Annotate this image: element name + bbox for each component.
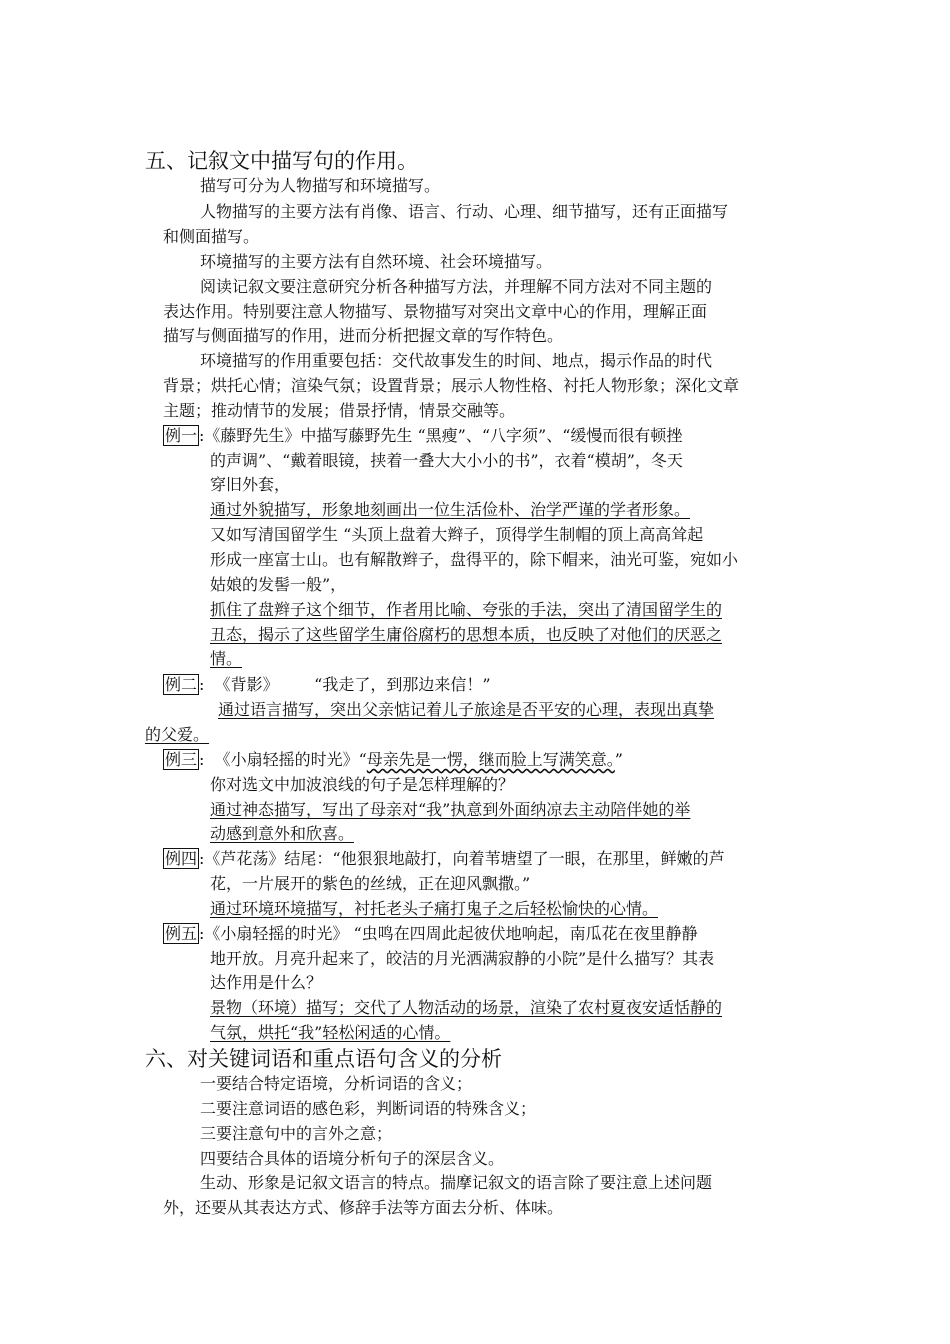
example-text: : 《小扇轻摇的时光》“ (199, 750, 367, 769)
paragraph: 描写与侧面描写的作用，进而分析把握文章的写作特色。 (163, 326, 564, 345)
answer-text: 气氛，烘托“我”轻松闲适的心情。 (210, 1023, 451, 1042)
example-label: 例五 (165, 924, 198, 943)
example-text: :《芦花荡》结尾：“他狠狠地敲打，向着苇塘望了一眼，在那里，鲜嫩的芦 (199, 849, 725, 868)
example-text: 花，一片展开的紫色的丝绒，正在迎风飘撒。” (210, 874, 531, 893)
answer-text: 通过外貌描写，形象地刻画出一位生活俭朴、治学严谨的学者形象。 (210, 500, 691, 519)
paragraph: 描写可分为人物描写和环境描写。 (200, 176, 441, 195)
example-four (163, 848, 725, 870)
paragraph: 生动、形象是记叙文语言的特点。揣摩记叙文的语言除了要注意上述问题 (200, 1173, 713, 1192)
list-item: 四要结合具体的语境分析句子的深层含义。 (200, 1149, 505, 1168)
example-text: 的声调”、“戴着眼镜，挟着一叠大大小小的书”，衣着“模胡”，冬天 (210, 451, 683, 470)
list-item: 三要注意句中的言外之意； (200, 1124, 393, 1143)
question-text: 你对选文中加波浪线的句子是怎样理解的？ (210, 775, 515, 794)
paragraph: 表达作用。特别要注意人物描写、景物描写对突出文章中心的作用，理解正面 (163, 302, 708, 321)
answer-text: 情。 (210, 649, 243, 668)
answer-text: 动感到意外和欣喜。 (210, 824, 355, 843)
paragraph: 主题；推动情节的发展；借景抒情，情景交融等。 (163, 401, 516, 420)
list-item: 二要注意词语的感色彩，判断词语的特殊含义； (200, 1099, 537, 1118)
example-text: 姑娘的发髻一般”， (210, 575, 347, 594)
example-text: 穿旧外套， (210, 475, 291, 494)
section-heading-five: 五、记叙文中描写句的作用。 (145, 149, 418, 173)
wavy-sentence: 母亲先是一愣，继而脸上写满笑意。 (366, 750, 615, 769)
example-label: 例四 (165, 849, 198, 868)
answer-text: 丑态，揭示了这些留学生庸俗腐朽的思想本质，也反映了对他们的厌恶之 (210, 625, 723, 644)
example-text: 又如写清国留学生 “头顶上盘着大辫子，顶得学生制帽的顶上高高耸起 (210, 525, 704, 544)
example-label: 例二 (165, 675, 198, 694)
answer-text: 通过环境环境描写，衬托老头子痛打鬼子之后轻松愉快的心情。 (210, 899, 659, 918)
example-one (163, 425, 682, 447)
paragraph: 环境描写的主要方法有自然环境、社会环境描写。 (200, 252, 553, 271)
paragraph: 外，还要从其表达方式、修辞手法等方面去分析、体味。 (163, 1198, 564, 1217)
example-text: 地开放。月亮升起来了，皎洁的月光洒满寂静的小院”是什么描写？其表 (210, 949, 715, 968)
example-text: :《小扇轻摇的时光》 “虫鸣在四周此起彼伏地响起，南瓜花在夜里静静 (199, 924, 698, 943)
example-label: 例一 (165, 426, 198, 445)
example-text: :《藤野先生》中描写藤野先生 “黑瘦”、“八字须”、“缓慢而很有顿挫 (199, 426, 683, 445)
example-text: 形成一座富士山。也有解散辫子，盘得平的，除下帽来，油光可鉴，宛如小 (210, 550, 739, 569)
example-three (163, 749, 623, 771)
paragraph: 环境描写的作用重要包括：交代故事发生的时间、地点，揭示作品的时代 (200, 351, 713, 370)
example-two (163, 674, 491, 696)
example-text: 达作用是什么？ (210, 973, 323, 992)
paragraph: 和侧面描写。 (163, 227, 260, 246)
list-item: 一要结合特定语境，分析词语的含义； (200, 1074, 473, 1093)
paragraph: 阅读记叙文要注意研究分析各种描写方法，并理解不同方法对不同主题的 (200, 277, 713, 296)
paragraph: 背景；烘托心情；渲染气氛；设置背景；展示人物性格、衬托人物形象；深化文章 (163, 376, 740, 395)
section-heading-six: 六、对关键词语和重点语句含义的分析 (145, 1047, 502, 1071)
answer-text: 抓住了盘辫子这个细节，作者用比喻、夸张的手法，突出了清国留学生的 (210, 600, 723, 619)
answer-text: 通过语言描写，突出父亲惦记着儿子旅途是否平安的心理，表现出真挚 (218, 700, 715, 719)
example-label: 例三 (165, 750, 198, 769)
example-five (163, 923, 698, 945)
answer-text: 景物（环境）描写；交代了人物活动的场景，渲染了农村夏夜安适恬静的 (210, 998, 723, 1017)
answer-text: 通过神态描写，写出了母亲对“我”执意到外面纳凉去主动陪伴她的举 (210, 800, 691, 819)
paragraph: 人物描写的主要方法有肖像、语言、行动、心理、细节描写，还有正面描写 (200, 202, 729, 221)
example-text: : 《背影》 “我走了，到那边来信！” (199, 675, 491, 694)
example-text: ” (614, 750, 623, 769)
answer-text: 的父爱。 (145, 725, 210, 744)
